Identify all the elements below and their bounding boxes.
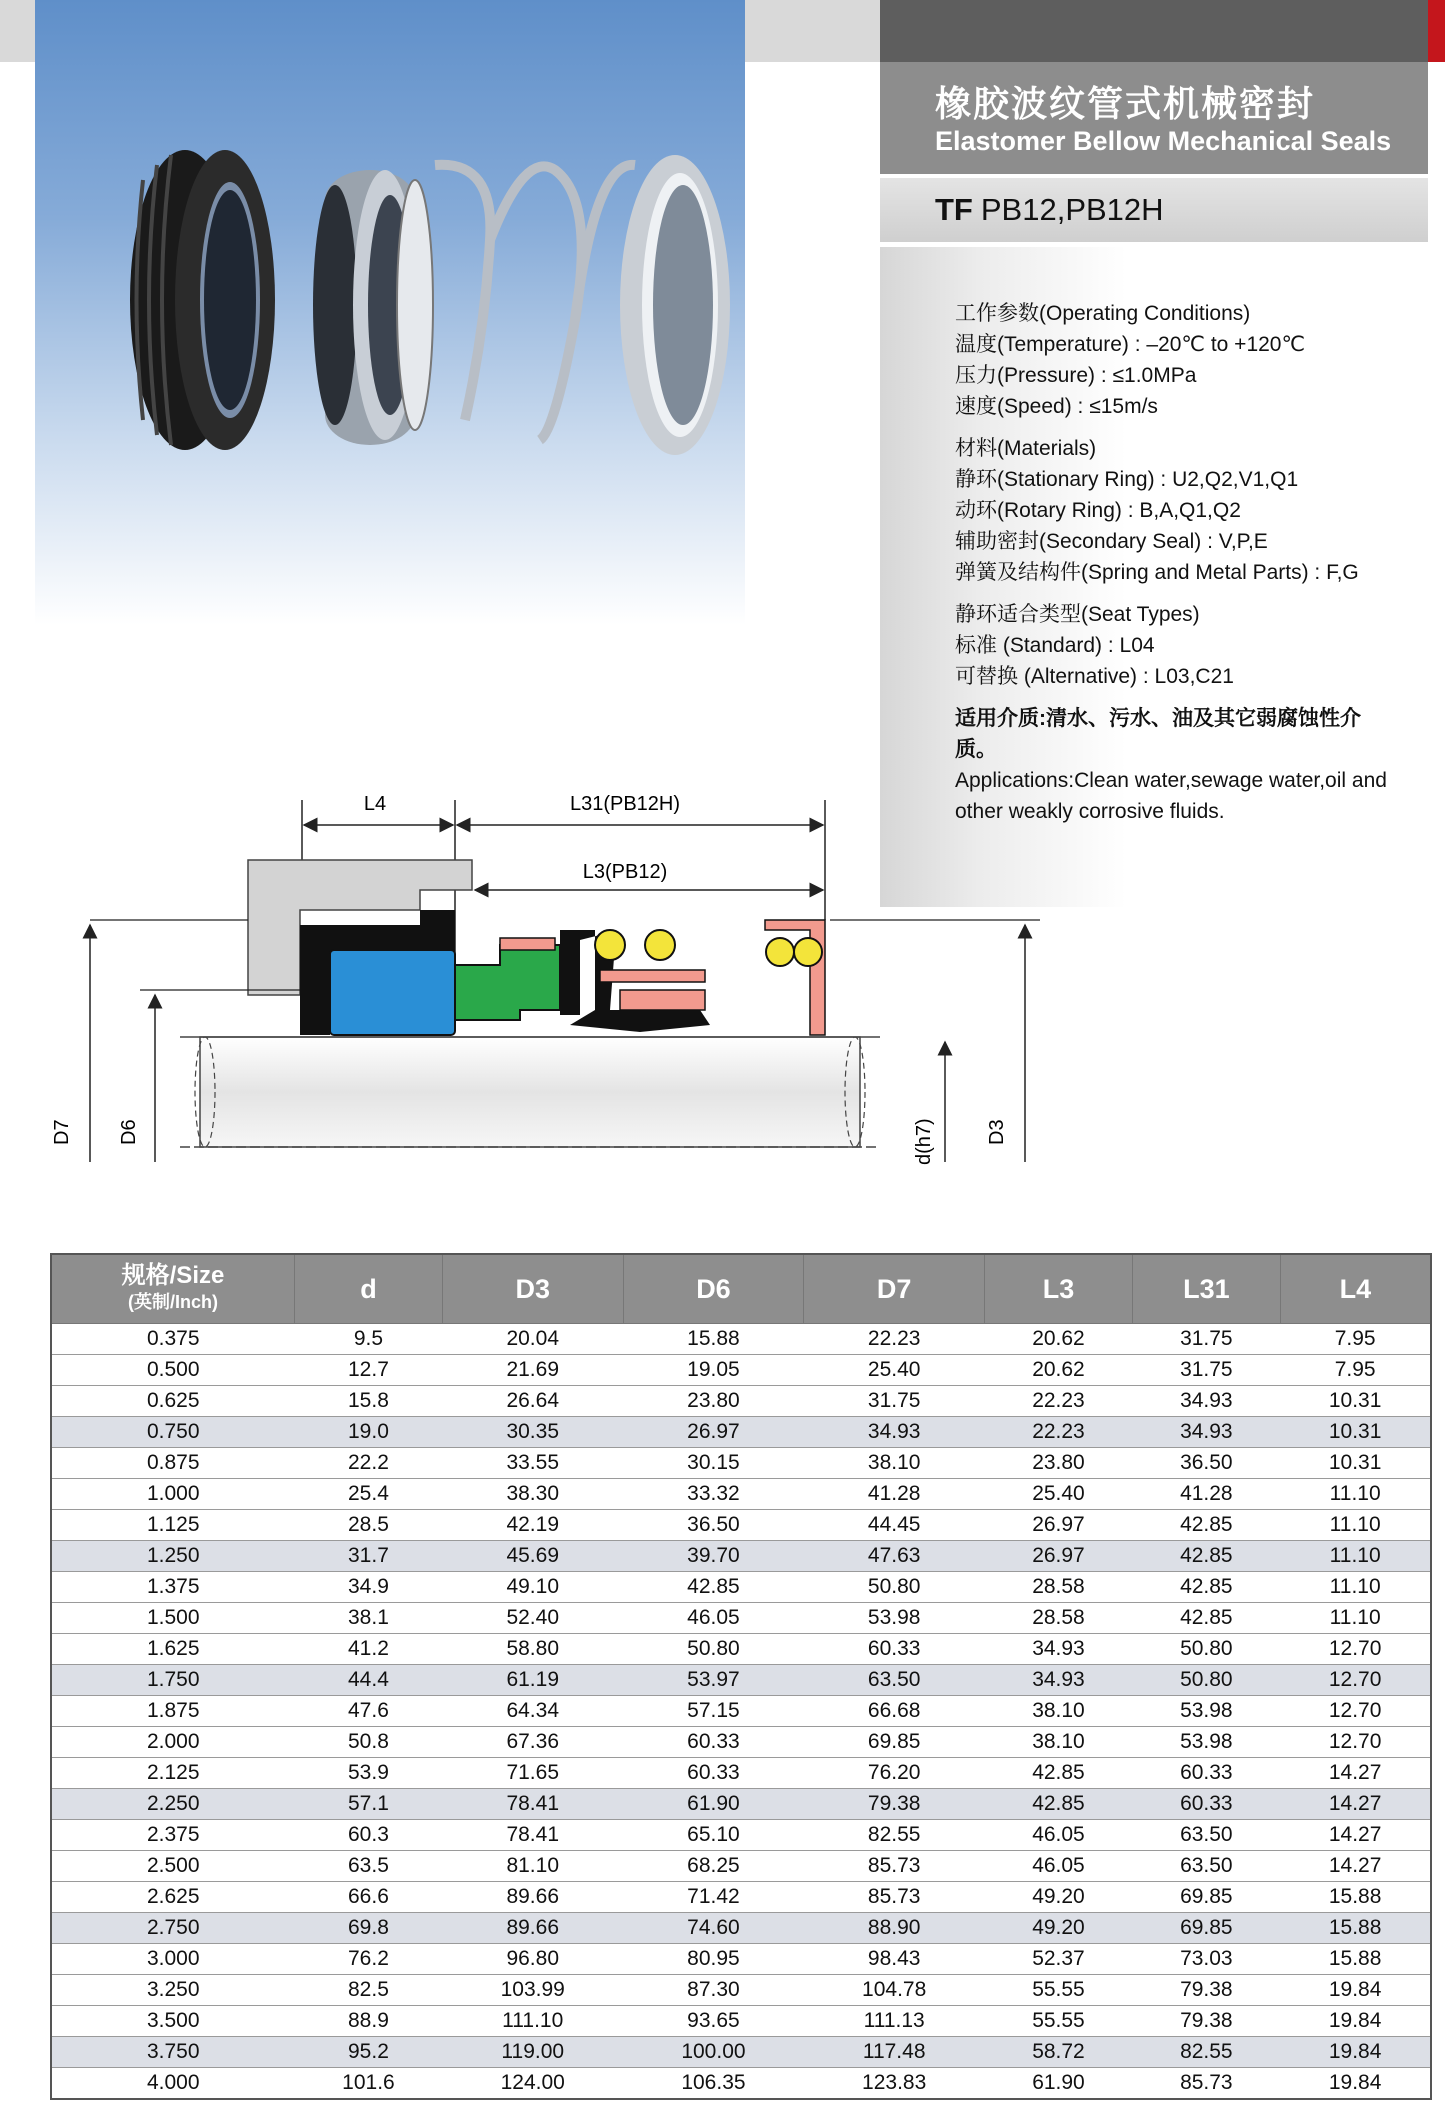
table-cell: 2.500 xyxy=(51,1851,295,1882)
operating-heading: 工作参数(Operating Conditions) xyxy=(955,302,1251,325)
table-cell: 69.8 xyxy=(295,1913,443,1944)
retainer-ring xyxy=(620,155,730,455)
spec-line: 动环(Rotary Ring) : B,A,Q1,Q2 xyxy=(955,499,1241,522)
table-cell: 124.00 xyxy=(442,2068,623,2100)
table-cell: 2.250 xyxy=(51,1789,295,1820)
table-row xyxy=(51,2037,1431,2068)
table-cell: 53.98 xyxy=(804,1603,985,1634)
table-cell: 88.9 xyxy=(295,2006,443,2037)
table-cell: 58.80 xyxy=(442,1634,623,1665)
table-cell: 26.97 xyxy=(985,1541,1133,1572)
table-cell: 60.33 xyxy=(1132,1758,1280,1789)
table-cell: 12.70 xyxy=(1280,1727,1431,1758)
applications-english: Applications:Clean water,sewage water,oil and other weakly corrosive fluids. xyxy=(955,769,1387,823)
table-row xyxy=(51,1882,1431,1913)
table-row xyxy=(51,1696,1431,1727)
table-cell: 21.69 xyxy=(442,1355,623,1386)
table-cell: 34.93 xyxy=(1132,1417,1280,1448)
table-cell: 76.20 xyxy=(804,1758,985,1789)
table-cell: 3.500 xyxy=(51,2006,295,2037)
table-cell: 55.55 xyxy=(985,1975,1133,2006)
table-cell: 1.875 xyxy=(51,1696,295,1727)
table-cell: 33.32 xyxy=(623,1479,804,1510)
table-cell: 15.88 xyxy=(1280,1944,1431,1975)
table-cell: 63.5 xyxy=(295,1851,443,1882)
table-cell: 31.75 xyxy=(804,1386,985,1417)
table-cell: 31.75 xyxy=(1132,1355,1280,1386)
table-cell: 26.97 xyxy=(623,1417,804,1448)
table-cell: 79.38 xyxy=(1132,2006,1280,2037)
table-cell: 82.55 xyxy=(804,1820,985,1851)
table-cell: 79.38 xyxy=(1132,1975,1280,2006)
table-cell: 19.84 xyxy=(1280,2037,1431,2068)
table-row xyxy=(51,1603,1431,1634)
table-cell: 30.15 xyxy=(623,1448,804,1479)
table-cell: 119.00 xyxy=(442,2037,623,2068)
table-cell: 15.88 xyxy=(623,1324,804,1355)
table-cell: 11.10 xyxy=(1280,1510,1431,1541)
header-d3: D3 xyxy=(442,1254,623,1324)
table-cell: 34.9 xyxy=(295,1572,443,1603)
table-cell: 34.93 xyxy=(985,1634,1133,1665)
materials-heading: 材料(Materials) xyxy=(955,437,1097,460)
table-cell: 1.750 xyxy=(51,1665,295,1696)
header-d7: D7 xyxy=(804,1254,985,1324)
table-cell: 60.33 xyxy=(1132,1789,1280,1820)
table-cell: 19.84 xyxy=(1280,1975,1431,2006)
table-cell: 25.4 xyxy=(295,1479,443,1510)
table-cell: 25.40 xyxy=(804,1355,985,1386)
spec-line: 标准 (Standard) : L04 xyxy=(955,634,1155,657)
title-english: Elastomer Bellow Mechanical Seals xyxy=(935,126,1392,156)
model-banner xyxy=(880,178,1428,242)
spec-line: 静环(Stationary Ring) : U2,Q2,V1,Q1 xyxy=(955,468,1299,491)
table-cell: 69.85 xyxy=(804,1727,985,1758)
table-cell: 11.10 xyxy=(1280,1603,1431,1634)
table-cell: 33.55 xyxy=(442,1448,623,1479)
header-l3: L3 xyxy=(985,1254,1133,1324)
header-size xyxy=(51,1254,295,1324)
label-l3: L3(PB12) xyxy=(582,861,668,883)
table-cell: 15.88 xyxy=(1280,1913,1431,1944)
table-cell: 46.05 xyxy=(623,1603,804,1634)
table-cell: 71.42 xyxy=(623,1882,804,1913)
top-bar-left xyxy=(0,0,35,62)
spring-coil xyxy=(645,930,675,960)
table-cell: 66.6 xyxy=(295,1882,443,1913)
seat-types xyxy=(955,599,1395,692)
table-cell: 11.10 xyxy=(1280,1572,1431,1603)
table-cell: 82.55 xyxy=(1132,2037,1280,2068)
table-cell: 19.05 xyxy=(623,1355,804,1386)
spec-line: 速度(Speed) : ≤15m/s xyxy=(955,395,1158,418)
table-cell: 47.63 xyxy=(804,1541,985,1572)
table-row xyxy=(51,1820,1431,1851)
table-cell: 23.80 xyxy=(623,1386,804,1417)
table-cell: 111.13 xyxy=(804,2006,985,2037)
title-banner xyxy=(880,62,1428,174)
table-row xyxy=(51,1386,1431,1417)
table-cell: 38.10 xyxy=(985,1727,1133,1758)
table-cell: 85.73 xyxy=(1132,2068,1280,2100)
table-cell: 38.1 xyxy=(295,1603,443,1634)
table-cell: 19.84 xyxy=(1280,2068,1431,2100)
table-cell: 111.10 xyxy=(442,2006,623,2037)
rotary-ring xyxy=(455,945,560,1020)
spec-line: 温度(Temperature) : –20℃ to +120℃ xyxy=(955,333,1306,356)
table-cell: 41.2 xyxy=(295,1634,443,1665)
table-cell: 60.33 xyxy=(623,1758,804,1789)
table-cell: 61.90 xyxy=(985,2068,1133,2100)
table-cell: 2.125 xyxy=(51,1758,295,1789)
label-l4: L4 xyxy=(363,793,387,815)
table-cell: 22.23 xyxy=(804,1324,985,1355)
table-cell: 82.5 xyxy=(295,1975,443,2006)
table-row xyxy=(51,1975,1431,2006)
end-retainer xyxy=(765,920,825,1035)
specifications xyxy=(955,298,1395,838)
table-cell: 20.04 xyxy=(442,1324,623,1355)
label-d7: D7 xyxy=(51,1119,73,1145)
table-row xyxy=(51,2068,1431,2100)
table-cell: 69.85 xyxy=(1132,1913,1280,1944)
table-cell: 12.70 xyxy=(1280,1634,1431,1665)
table-cell: 19.84 xyxy=(1280,2006,1431,2037)
table-cell: 44.45 xyxy=(804,1510,985,1541)
table-row xyxy=(51,1851,1431,1882)
table-cell: 100.00 xyxy=(623,2037,804,2068)
table-cell: 57.15 xyxy=(623,1696,804,1727)
table-cell: 22.23 xyxy=(985,1417,1133,1448)
table-cell: 22.2 xyxy=(295,1448,443,1479)
table-cell: 123.83 xyxy=(804,2068,985,2100)
table-cell: 103.99 xyxy=(442,1975,623,2006)
table-row xyxy=(51,1665,1431,1696)
table-cell: 15.88 xyxy=(1280,1882,1431,1913)
table-row xyxy=(51,1758,1431,1789)
rubber-seat-ring xyxy=(130,150,275,450)
table-row xyxy=(51,1727,1431,1758)
header-size-label: 规格/Size xyxy=(121,1262,225,1289)
spec-line: 弹簧及结构件(Spring and Metal Parts) : F,G xyxy=(955,561,1359,584)
table-cell: 0.875 xyxy=(51,1448,295,1479)
table-cell: 38.10 xyxy=(804,1448,985,1479)
materials xyxy=(955,433,1395,588)
table-cell: 89.66 xyxy=(442,1882,623,1913)
table-cell: 10.31 xyxy=(1280,1448,1431,1479)
table-cell: 69.85 xyxy=(1132,1882,1280,1913)
shaft xyxy=(200,1037,860,1147)
table-cell: 50.80 xyxy=(1132,1634,1280,1665)
table-cell: 1.125 xyxy=(51,1510,295,1541)
seat-types-heading: 静环适合类型(Seat Types) xyxy=(955,603,1200,626)
table-cell: 10.31 xyxy=(1280,1386,1431,1417)
table-cell: 57.1 xyxy=(295,1789,443,1820)
table-cell: 61.90 xyxy=(623,1789,804,1820)
spring-coil xyxy=(794,938,822,966)
table-row xyxy=(51,1913,1431,1944)
table-cell: 60.33 xyxy=(623,1727,804,1758)
table-cell: 53.9 xyxy=(295,1758,443,1789)
table-cell: 7.95 xyxy=(1280,1324,1431,1355)
table-cell: 34.93 xyxy=(985,1665,1133,1696)
table-cell: 38.10 xyxy=(985,1696,1133,1727)
table-cell: 1.625 xyxy=(51,1634,295,1665)
table-cell: 28.58 xyxy=(985,1572,1133,1603)
table-row xyxy=(51,1634,1431,1665)
table-cell: 98.43 xyxy=(804,1944,985,1975)
table-cell: 0.500 xyxy=(51,1355,295,1386)
table-cell: 12.7 xyxy=(295,1355,443,1386)
table-row xyxy=(51,1541,1431,1572)
table-cell: 50.80 xyxy=(804,1572,985,1603)
table-cell: 1.500 xyxy=(51,1603,295,1634)
size-table xyxy=(50,1253,1432,2100)
table-cell: 1.000 xyxy=(51,1479,295,1510)
table-cell: 26.97 xyxy=(985,1510,1133,1541)
table-cell: 52.40 xyxy=(442,1603,623,1634)
table-cell: 14.27 xyxy=(1280,1820,1431,1851)
table-cell: 47.6 xyxy=(295,1696,443,1727)
table-cell: 34.93 xyxy=(1132,1386,1280,1417)
table-cell: 36.50 xyxy=(1132,1448,1280,1479)
table-cell: 19.0 xyxy=(295,1417,443,1448)
table-cell: 42.19 xyxy=(442,1510,623,1541)
table-cell: 41.28 xyxy=(1132,1479,1280,1510)
table-cell: 78.41 xyxy=(442,1789,623,1820)
table-cell: 41.28 xyxy=(804,1479,985,1510)
table-cell: 11.10 xyxy=(1280,1479,1431,1510)
table-header-row xyxy=(51,1254,1431,1324)
table-row xyxy=(51,2006,1431,2037)
table-cell: 60.3 xyxy=(295,1820,443,1851)
table-cell: 106.35 xyxy=(623,2068,804,2100)
table-cell: 15.8 xyxy=(295,1386,443,1417)
table-cell: 46.05 xyxy=(985,1851,1133,1882)
operating-conditions xyxy=(955,298,1395,422)
table-cell: 3.750 xyxy=(51,2037,295,2068)
table-row xyxy=(51,1479,1431,1510)
table-cell: 46.05 xyxy=(985,1820,1133,1851)
table-cell: 55.55 xyxy=(985,2006,1133,2037)
table-cell: 78.41 xyxy=(442,1820,623,1851)
product-photo xyxy=(35,0,745,625)
table-cell: 28.58 xyxy=(985,1603,1133,1634)
title-chinese: 橡胶波纹管式机械密封 xyxy=(935,84,1316,125)
table-cell: 50.8 xyxy=(295,1727,443,1758)
table-cell: 42.85 xyxy=(623,1572,804,1603)
table-cell: 28.5 xyxy=(295,1510,443,1541)
spec-line: 可替换 (Alternative) : L03,C21 xyxy=(955,665,1234,688)
table-cell: 14.27 xyxy=(1280,1789,1431,1820)
table-cell: 49.10 xyxy=(442,1572,623,1603)
table-cell: 96.80 xyxy=(442,1944,623,1975)
applications-chinese: 适用介质:清水、污水、油及其它弱腐蚀性介质。 xyxy=(955,707,1361,761)
table-cell: 0.375 xyxy=(51,1324,295,1355)
table-cell: 42.85 xyxy=(1132,1572,1280,1603)
table-cell: 10.31 xyxy=(1280,1417,1431,1448)
spec-line: 压力(Pressure) : ≤1.0MPa xyxy=(955,364,1197,387)
table-cell: 53.98 xyxy=(1132,1696,1280,1727)
table-cell: 53.98 xyxy=(1132,1727,1280,1758)
table-cell: 2.000 xyxy=(51,1727,295,1758)
drive-band xyxy=(500,938,555,950)
size-table-body xyxy=(51,1324,1431,2100)
table-cell: 63.50 xyxy=(1132,1851,1280,1882)
top-bar-accent xyxy=(1428,0,1445,62)
table-cell: 22.23 xyxy=(985,1386,1133,1417)
table-cell: 117.48 xyxy=(804,2037,985,2068)
table-cell: 93.65 xyxy=(623,2006,804,2037)
table-row xyxy=(51,1789,1431,1820)
label-d6: D6 xyxy=(118,1119,140,1145)
header-l4: L4 xyxy=(1280,1254,1431,1324)
table-cell: 12.70 xyxy=(1280,1696,1431,1727)
top-bar-dark xyxy=(880,0,1428,62)
table-cell: 30.35 xyxy=(442,1417,623,1448)
table-cell: 3.250 xyxy=(51,1975,295,2006)
table-cell: 39.70 xyxy=(623,1541,804,1572)
table-row xyxy=(51,1324,1431,1355)
table-cell: 49.20 xyxy=(985,1882,1133,1913)
table-cell: 11.10 xyxy=(1280,1541,1431,1572)
table-row xyxy=(51,1944,1431,1975)
table-cell: 7.95 xyxy=(1280,1355,1431,1386)
table-row xyxy=(51,1448,1431,1479)
table-cell: 71.65 xyxy=(442,1758,623,1789)
table-cell: 31.7 xyxy=(295,1541,443,1572)
table-cell: 23.80 xyxy=(985,1448,1133,1479)
table-cell: 73.03 xyxy=(1132,1944,1280,1975)
table-cell: 74.60 xyxy=(623,1913,804,1944)
label-d3: D3 xyxy=(986,1119,1008,1145)
table-cell: 80.95 xyxy=(623,1944,804,1975)
bellows-rotary-unit xyxy=(313,170,433,445)
label-dh7: d(h7) xyxy=(913,1118,935,1165)
table-cell: 2.750 xyxy=(51,1913,295,1944)
table-cell: 42.85 xyxy=(1132,1603,1280,1634)
table-cell: 81.10 xyxy=(442,1851,623,1882)
table-cell: 42.85 xyxy=(1132,1541,1280,1572)
table-cell: 88.90 xyxy=(804,1913,985,1944)
table-cell: 50.80 xyxy=(623,1634,804,1665)
table-cell: 79.38 xyxy=(804,1789,985,1820)
spec-line: 辅助密封(Secondary Seal) : V,P,E xyxy=(955,530,1268,553)
table-cell: 101.6 xyxy=(295,2068,443,2100)
model-prefix: TF xyxy=(935,192,973,227)
table-cell: 87.30 xyxy=(623,1975,804,2006)
label-l31: L31(PB12H) xyxy=(569,793,681,815)
table-cell: 52.37 xyxy=(985,1944,1133,1975)
table-cell: 14.27 xyxy=(1280,1851,1431,1882)
metal-shell xyxy=(620,990,705,1010)
table-cell: 25.40 xyxy=(985,1479,1133,1510)
table-cell: 63.50 xyxy=(1132,1820,1280,1851)
stationary-ring xyxy=(330,950,455,1035)
table-row xyxy=(51,1572,1431,1603)
table-cell: 20.62 xyxy=(985,1324,1133,1355)
table-cell: 61.19 xyxy=(442,1665,623,1696)
table-row xyxy=(51,1510,1431,1541)
table-cell: 0.625 xyxy=(51,1386,295,1417)
header-size-unit: (英制/Inch) xyxy=(128,1292,218,1312)
table-cell: 4.000 xyxy=(51,2068,295,2100)
table-row xyxy=(51,1417,1431,1448)
table-cell: 76.2 xyxy=(295,1944,443,1975)
table-cell: 50.80 xyxy=(1132,1665,1280,1696)
table-cell: 42.85 xyxy=(985,1758,1133,1789)
table-cell: 31.75 xyxy=(1132,1324,1280,1355)
top-bar-mid xyxy=(745,0,880,62)
table-cell: 26.64 xyxy=(442,1386,623,1417)
table-cell: 85.73 xyxy=(804,1851,985,1882)
table-cell: 44.4 xyxy=(295,1665,443,1696)
model-number: PB12,PB12H xyxy=(980,192,1164,227)
table-cell: 49.20 xyxy=(985,1913,1133,1944)
table-cell: 34.93 xyxy=(804,1417,985,1448)
table-cell: 66.68 xyxy=(804,1696,985,1727)
table-cell: 14.27 xyxy=(1280,1758,1431,1789)
header-d6: D6 xyxy=(623,1254,804,1324)
table-cell: 12.70 xyxy=(1280,1665,1431,1696)
seal-parts-illustration xyxy=(35,0,745,625)
header-l31: L31 xyxy=(1132,1254,1280,1324)
table-cell: 2.625 xyxy=(51,1882,295,1913)
spring xyxy=(435,165,635,440)
cross-section-drawing xyxy=(0,770,1100,1190)
table-cell: 20.62 xyxy=(985,1355,1133,1386)
table-cell: 38.30 xyxy=(442,1479,623,1510)
spring-retainer xyxy=(600,970,705,982)
table-cell: 53.97 xyxy=(623,1665,804,1696)
table-cell: 63.50 xyxy=(804,1665,985,1696)
table-cell: 65.10 xyxy=(623,1820,804,1851)
table-cell: 42.85 xyxy=(985,1789,1133,1820)
table-cell: 42.85 xyxy=(1132,1510,1280,1541)
table-cell: 85.73 xyxy=(804,1882,985,1913)
spring-coil xyxy=(766,938,794,966)
table-cell: 64.34 xyxy=(442,1696,623,1727)
table-cell: 2.375 xyxy=(51,1820,295,1851)
table-cell: 89.66 xyxy=(442,1913,623,1944)
table-cell: 0.750 xyxy=(51,1417,295,1448)
table-cell: 1.375 xyxy=(51,1572,295,1603)
table-cell: 67.36 xyxy=(442,1727,623,1758)
table-row xyxy=(51,1355,1431,1386)
header-d: d xyxy=(295,1254,443,1324)
table-cell: 58.72 xyxy=(985,2037,1133,2068)
table-cell: 3.000 xyxy=(51,1944,295,1975)
table-cell: 9.5 xyxy=(295,1324,443,1355)
table-cell: 45.69 xyxy=(442,1541,623,1572)
spring-coil xyxy=(595,930,625,960)
table-cell: 60.33 xyxy=(804,1634,985,1665)
table-cell: 68.25 xyxy=(623,1851,804,1882)
table-cell: 36.50 xyxy=(623,1510,804,1541)
table-cell: 1.250 xyxy=(51,1541,295,1572)
table-cell: 104.78 xyxy=(804,1975,985,2006)
table-cell: 95.2 xyxy=(295,2037,443,2068)
